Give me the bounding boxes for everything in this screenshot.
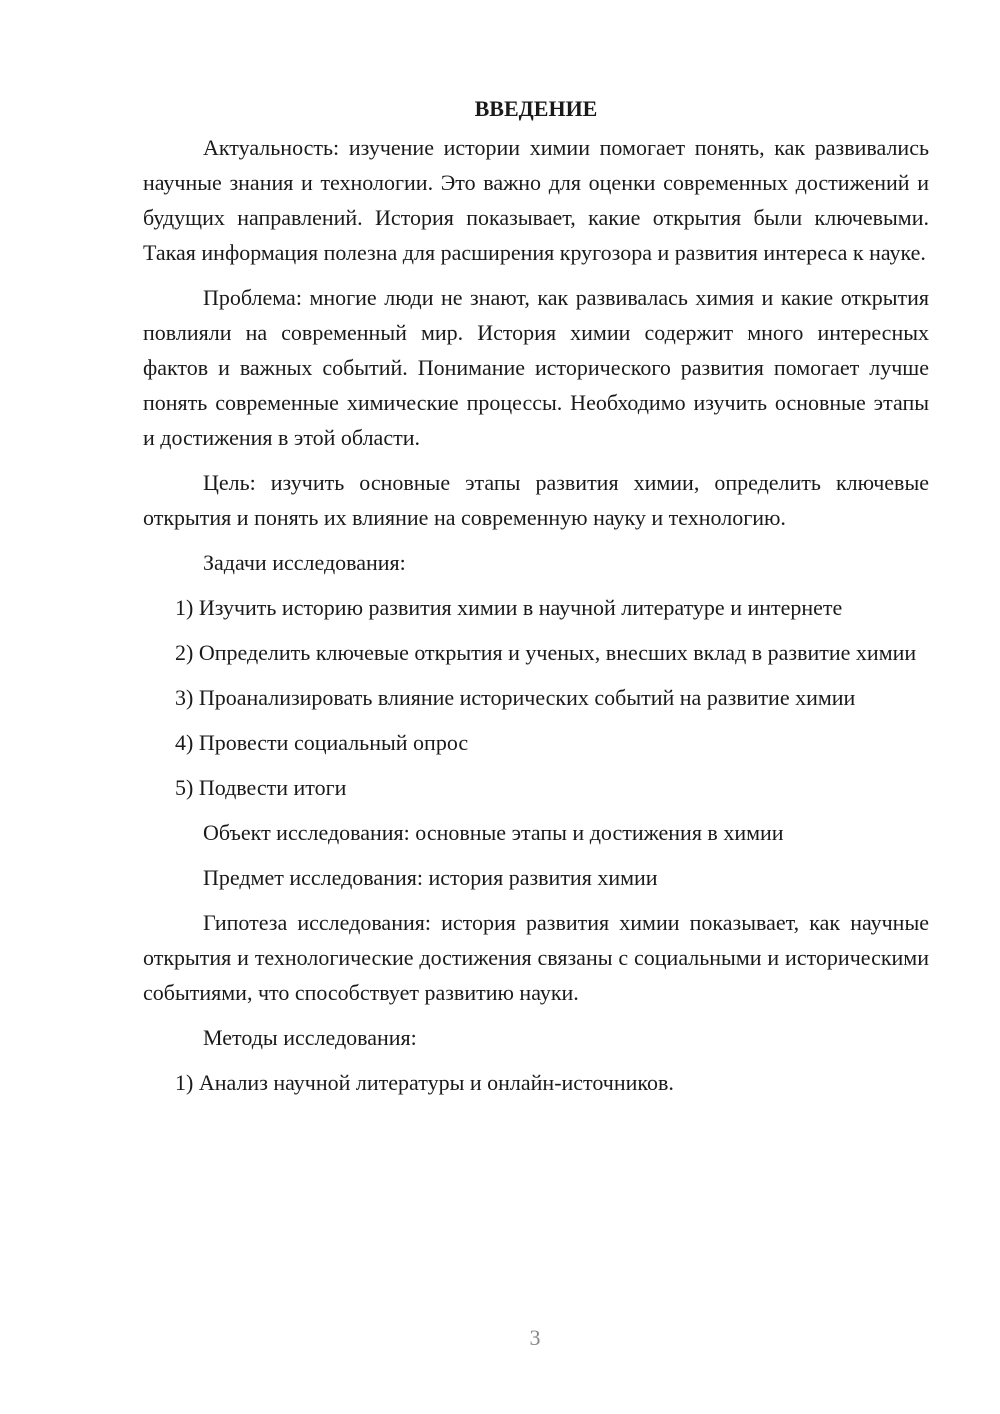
paragraph-relevance: Актуальность: изучение истории химии помогает понять, как развивались научные знания и технологии. Это важно для оценки современных достижений и будущих направлений. История показывает, какие открытия были ключевыми. Такая информация полезна для расширения кругозора и развития интереса к науке. [143,135,929,265]
task-item-5: 5) Подвести итоги [175,775,347,800]
task-item-1: 1) Изучить историю развития химии в научной литературе и интернете [175,595,843,620]
document-page [143,90,929,1110]
tasks-heading: Задачи исследования: [203,550,406,575]
task-item-3: 3) Проанализировать влияние исторических событий на развитие химии [175,685,856,710]
research-object: Объект исследования: основные этапы и достижения в химии [203,820,784,845]
research-hypothesis: Гипотеза исследования: история развития химии показывает, как научные открытия и технологические достижения связаны с социальными и историческими событиями, что способствует развитию науки. [143,910,929,1005]
paragraph-problem: Проблема: многие люди не знают, как развивалась химия и какие открытия повлияли на современный мир. История химии содержит много интересных фактов и важных событий. Понимание исторического развития помогает лучше понять современные химические процессы. Необходимо изучить основные этапы и достижения в этой области. [143,285,929,450]
section-title: ВВЕДЕНИЕ [474,96,598,121]
research-subject: Предмет исследования: история развития химии [203,865,658,890]
page-number: 3 [529,1325,541,1350]
methods-heading: Методы исследования: [203,1025,417,1050]
method-item-1: 1) Анализ научной литературы и онлайн-источников. [175,1070,674,1095]
task-item-2: 2) Определить ключевые открытия и ученых, внесших вклад в развитие химии [175,640,917,665]
paragraph-goal: Цель: изучить основные этапы развития химии, определить ключевые открытия и понять их влияние на современную науку и технологию. [143,470,929,530]
task-item-4: 4) Провести социальный опрос [175,730,469,755]
